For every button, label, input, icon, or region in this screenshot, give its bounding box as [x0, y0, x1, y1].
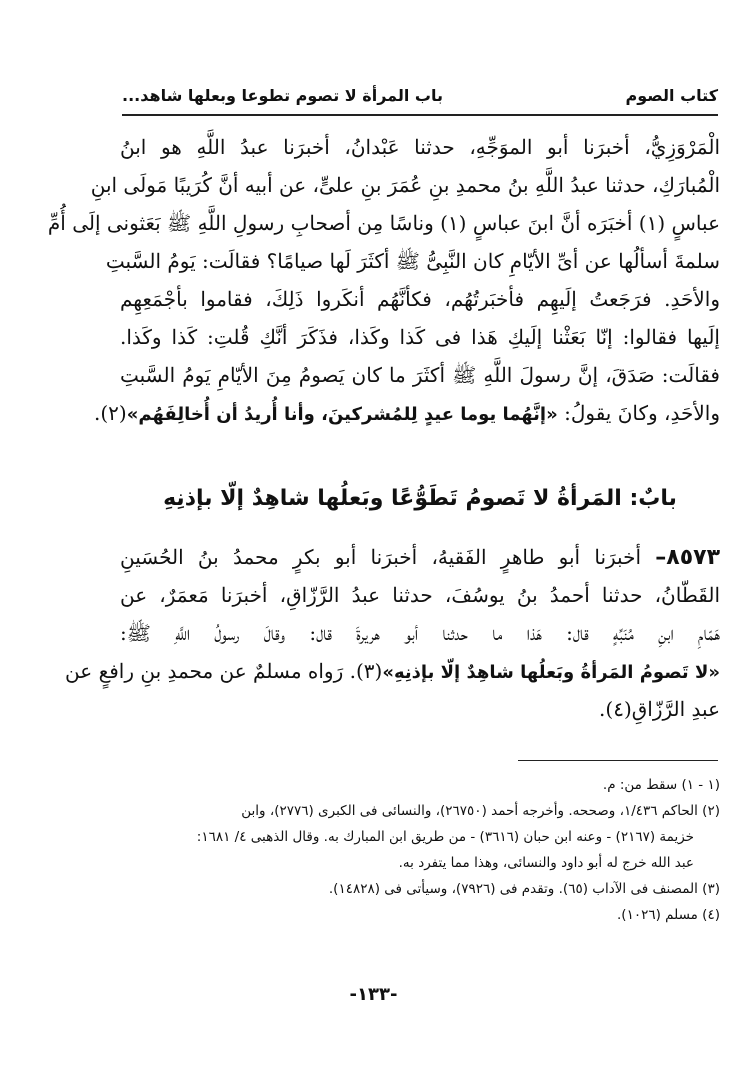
body-line: الْمُبارَكِ، حدثنا عبدُ اللَّهِ بنُ محمدِ بنِ عُمَرَ بنِ علىٍّ، عن أبيه أنَّ كُرَيبًا مَولَى ابنِ [90, 173, 720, 197]
body-line: سلمةَ أسألُها عن أىِّ الأيّامِ كان النَّبِىُّ ﷺ أكثَرَ لَها صيامًا؟ فقالَت: يَومُ السَّبتِ [105, 249, 720, 273]
footnote-separator [518, 760, 718, 761]
footnote: (٣) المصنف فى الآداب (٦٥). وتقدم فى (٧٩٢٦)، وسيأتى فى (١٤٨٢٨). [328, 881, 720, 897]
running-header [122, 82, 718, 112]
body-line: إلَيها فقالوا: إنّا بَعَثْنا إلَيكِ هَذا فى كَذا وكَذا، فذَكَرَ أنَّكِ قُلتِ: كَذا وكَذا. [120, 325, 720, 349]
prophetic-quote: «لا تَصومُ المَرأةُ وبَعلُها شاهِدٌ إلّا بإذنِهِ» [382, 662, 720, 683]
book-title: كتاب الصوم [625, 86, 718, 105]
prophetic-quote: «إنَّهُما يوما عيدٍ لِلمُشركينَ، وأنا أُريدُ أن أُخالِفَهُم» [126, 404, 558, 425]
chapter-heading: بابٌ: المَرأةُ لا تَصومُ تَطَوُّعًا وبَعلُها شاهِدٌ إلّا بإذنِهِ [163, 486, 677, 511]
hadith-line: هَمّامِ ابنِ مُنَبِّهٍ قال: هَذا ما حدثنا أبو هريرةَ قال: وقالَ رسولُ اللَّهِ ﷺ: [120, 621, 720, 645]
chapter-running-title: باب المرأة لا تصوم تطوعا وبعلها شاهد... [122, 86, 444, 105]
footnote-continuation: عبد الله خرج له أبو داود والنسائى، وهذا مما يتفرد به. [398, 855, 694, 871]
page-number: -١٣٣- [349, 984, 398, 1005]
body-line: الْمَرْوَزِيُّ، أخبرَنا أبو الموَجِّهِ، حدثنا عَبْدانُ، أخبرَنا عبدُ اللَّهِ هو ابنُ [120, 135, 720, 159]
hadith-text: أخبرَنا أبو طاهرٍ الفَقيهُ، أخبرَنا أبو بكرٍ محمدُ بنُ الحُسَينِ [120, 545, 656, 569]
hadith-line [65, 652, 720, 690]
hadith-line: القَطّانُ، حدثنا أحمدُ بنُ يوسُفَ، حدثنا عبدُ الرَّزّاقِ، أخبرَنا مَعمَرٌ، عن [120, 583, 720, 607]
hadith-text: (٣). رَواه مسلمٌ عن محمدِ بنِ رافعٍ عن [65, 659, 383, 683]
body-line: عباسٍ (١) أخبَرَه أنَّ ابنَ عباسٍ (١) وناسًا مِن أصحابِ رسولِ اللَّهِ ﷺ بَعَثونى إلَى أُمِّ [47, 211, 720, 235]
footnote-ref: (٢). [94, 401, 127, 425]
footnote-continuation: خزيمة (٢١٦٧) - وعنه ابن حبان (٣٦١٦) - من طريق ابن المبارك به. وقال الذهبى ٤/ ١٦٨١: [196, 829, 694, 845]
hadith-line [120, 538, 720, 576]
body-text [47, 128, 720, 432]
hadith-line: عبدِ الرَّزّاقِ(٤). [599, 697, 720, 721]
body-line-last [94, 394, 720, 432]
hadith-number: ٨٥٧٣– [655, 545, 720, 570]
hadith-block [65, 538, 720, 728]
footnote: (١ - ١) سقط من: م. [602, 777, 720, 793]
footnote: (٢) الحاكم ١/٤٣٦، وصححه. وأخرجه أحمد (٢٦٧٥٠)، والنسائى فى الكبرى (٢٧٧٦)، وابن [241, 803, 720, 819]
footnotes [120, 772, 720, 928]
footnote: (٤) مسلم (١٠٢٦). [617, 907, 720, 923]
body-line: والأحَدِ. فرَجَعتُ إلَيهِم فأخبَرتُهُم، فكأنَّهُم أنكَروا ذَلِكَ، فقاموا بأجْمَعِهِم [120, 287, 720, 311]
header-rule [122, 114, 718, 116]
body-text-segment: والأحَدِ، وكانَ يقولُ: [557, 401, 720, 425]
body-line: فقالَت: صَدَقَ، إنَّ رسولَ اللَّهِ ﷺ أكثَرَ ما كان يَصومُ مِنَ الأيّامِ يَومُ السَّبتِ [120, 363, 720, 387]
